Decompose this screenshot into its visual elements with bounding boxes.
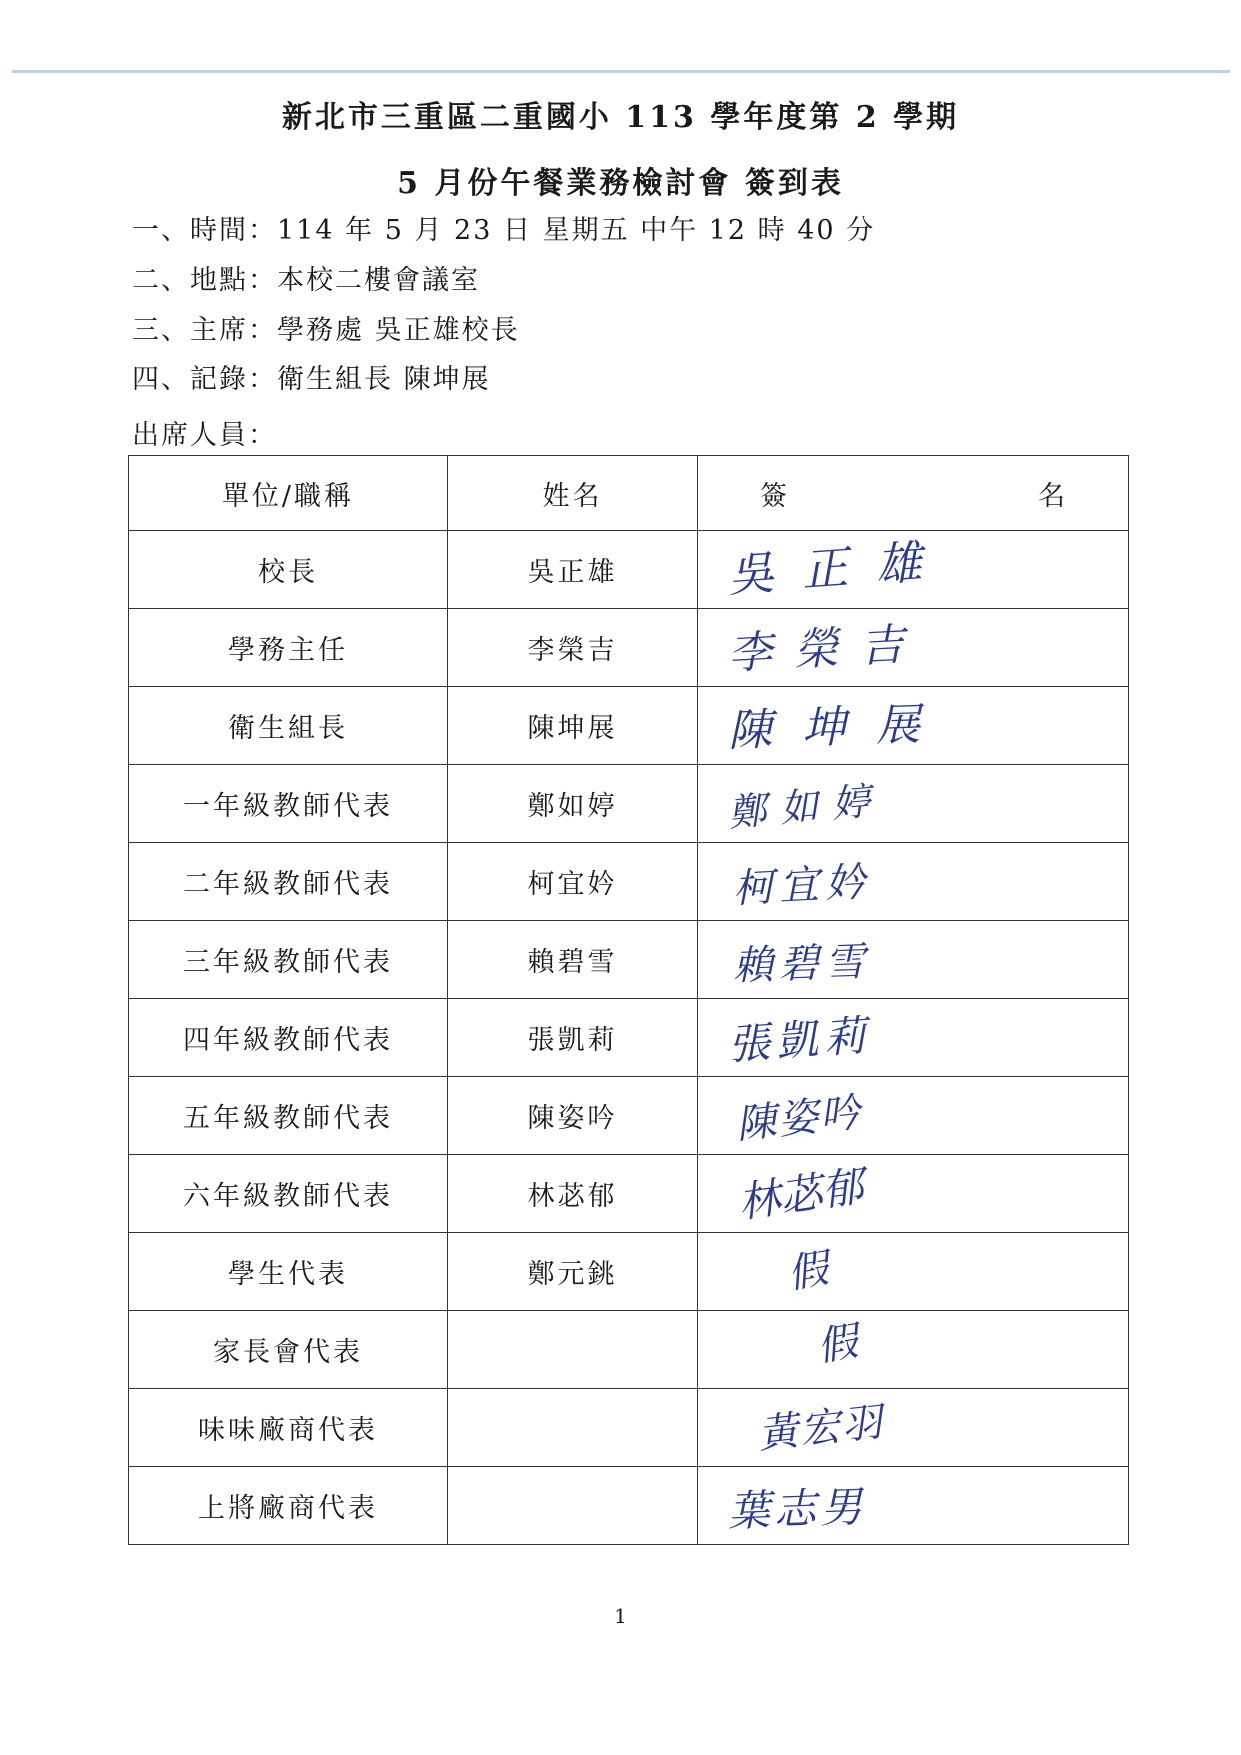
handwritten-signature [718, 923, 978, 996]
row-name: 鄭如婷 [448, 765, 698, 843]
row-unit: 三年級教師代表 [129, 921, 448, 999]
row-name: 鄭元銚 [448, 1233, 698, 1311]
handwritten-signature [718, 1001, 978, 1074]
signature-text: 賴碧雪 [732, 938, 872, 990]
row-name: 陳姿吟 [448, 1077, 698, 1155]
row-unit: 一年級教師代表 [129, 765, 448, 843]
row-unit: 四年級教師代表 [129, 999, 448, 1077]
page-number: 1 [614, 1604, 627, 1628]
row-signature-cell [698, 1077, 1129, 1155]
table-row [129, 765, 1129, 843]
table-row [129, 999, 1129, 1077]
meeting-time: 一、時間：114 年 5 月 23 日 星期五 中午 12 時 40 分 [132, 215, 876, 246]
signature-text: 吳正雄 [726, 533, 952, 603]
row-signature-cell [698, 765, 1129, 843]
row-unit: 學務主任 [129, 609, 448, 687]
row-unit: 五年級教師代表 [129, 1077, 448, 1155]
handwritten-signature [718, 611, 978, 684]
row-unit: 校長 [129, 531, 448, 609]
handwritten-signature [718, 845, 978, 918]
row-unit: 學生代表 [129, 1233, 448, 1311]
row-unit: 家長會代表 [129, 1311, 448, 1389]
row-name: 林苾郁 [448, 1155, 698, 1233]
header-sign-right: 名 [1038, 480, 1068, 512]
table-row [129, 843, 1129, 921]
table-row [129, 1389, 1129, 1467]
handwritten-signature [718, 533, 978, 606]
row-name [448, 1311, 698, 1389]
table-row [129, 1311, 1129, 1389]
signature-text: 李榮吉 [726, 618, 928, 680]
row-signature-cell [698, 1311, 1129, 1389]
header-sign-left: 簽 [760, 480, 790, 512]
table-row [129, 1077, 1129, 1155]
row-signature-cell [698, 999, 1129, 1077]
row-name: 賴碧雪 [448, 921, 698, 999]
signature-text: 鄭如婷 [726, 777, 886, 836]
sign-in-table [128, 455, 1129, 1545]
row-signature-cell [698, 1467, 1129, 1545]
row-signature-cell [698, 1233, 1129, 1311]
row-unit: 味味廠商代表 [129, 1389, 448, 1467]
row-name: 張凱莉 [448, 999, 698, 1077]
table-row [129, 1155, 1129, 1233]
row-name: 陳坤展 [448, 687, 698, 765]
meeting-chair: 三、主席：學務處 吳正雄校長 [132, 315, 520, 346]
row-signature-cell [698, 843, 1129, 921]
signature-text: 張凱莉 [726, 1010, 874, 1070]
signature-text: 葉志男 [727, 1481, 867, 1536]
header-name: 姓名 [448, 456, 698, 531]
meeting-place: 二、地點：本校二樓會議室 [132, 265, 480, 296]
handwritten-signature [718, 689, 978, 762]
table-row [129, 609, 1129, 687]
table-row [129, 687, 1129, 765]
table-header-row [129, 456, 1129, 531]
table-row [129, 531, 1129, 609]
handwritten-signature [718, 1391, 978, 1464]
document-title: 新北市三重區二重國小 113 學年度第 2 學期 [281, 100, 960, 135]
attendees-label: 出席人員： [132, 420, 277, 451]
row-unit: 六年級教師代表 [129, 1155, 448, 1233]
signature-text: 陳坤展 [727, 698, 951, 757]
header-signature [698, 456, 1129, 531]
top-rule [12, 70, 1230, 73]
header-unit: 單位/職稱 [129, 456, 448, 531]
meeting-recorder: 四、記錄：衛生組長 陳坤展 [132, 364, 491, 395]
row-name: 柯宜妗 [448, 843, 698, 921]
row-name [448, 1389, 698, 1467]
row-signature-cell [698, 531, 1129, 609]
row-signature-cell [698, 921, 1129, 999]
signature-text: 柯宜妗 [731, 859, 873, 913]
table-row [129, 1233, 1129, 1311]
row-name [448, 1467, 698, 1545]
handwritten-signature [718, 1235, 978, 1308]
row-unit: 上將廠商代表 [129, 1467, 448, 1545]
row-signature-cell [698, 609, 1129, 687]
signature-text: 假 [784, 1245, 832, 1298]
row-name: 吳正雄 [448, 531, 698, 609]
row-name: 李榮吉 [448, 609, 698, 687]
row-signature-cell [698, 687, 1129, 765]
row-signature-cell [698, 1155, 1129, 1233]
row-unit: 二年級教師代表 [129, 843, 448, 921]
handwritten-signature [718, 767, 978, 840]
handwritten-signature [718, 1469, 978, 1542]
signature-text: 黃宏羽 [755, 1399, 887, 1458]
row-unit: 衛生組長 [129, 687, 448, 765]
signature-text: 假 [813, 1318, 862, 1371]
signature-text: 陳姿吟 [734, 1089, 865, 1149]
table-row [129, 921, 1129, 999]
handwritten-signature [718, 1313, 978, 1386]
row-signature-cell [698, 1389, 1129, 1467]
document-subtitle: 5 月份午餐業務檢討會 簽到表 [397, 166, 844, 201]
table-row [129, 1467, 1129, 1545]
signature-text: 林苾郁 [735, 1161, 867, 1228]
handwritten-signature [718, 1157, 978, 1230]
handwritten-signature [718, 1079, 978, 1152]
